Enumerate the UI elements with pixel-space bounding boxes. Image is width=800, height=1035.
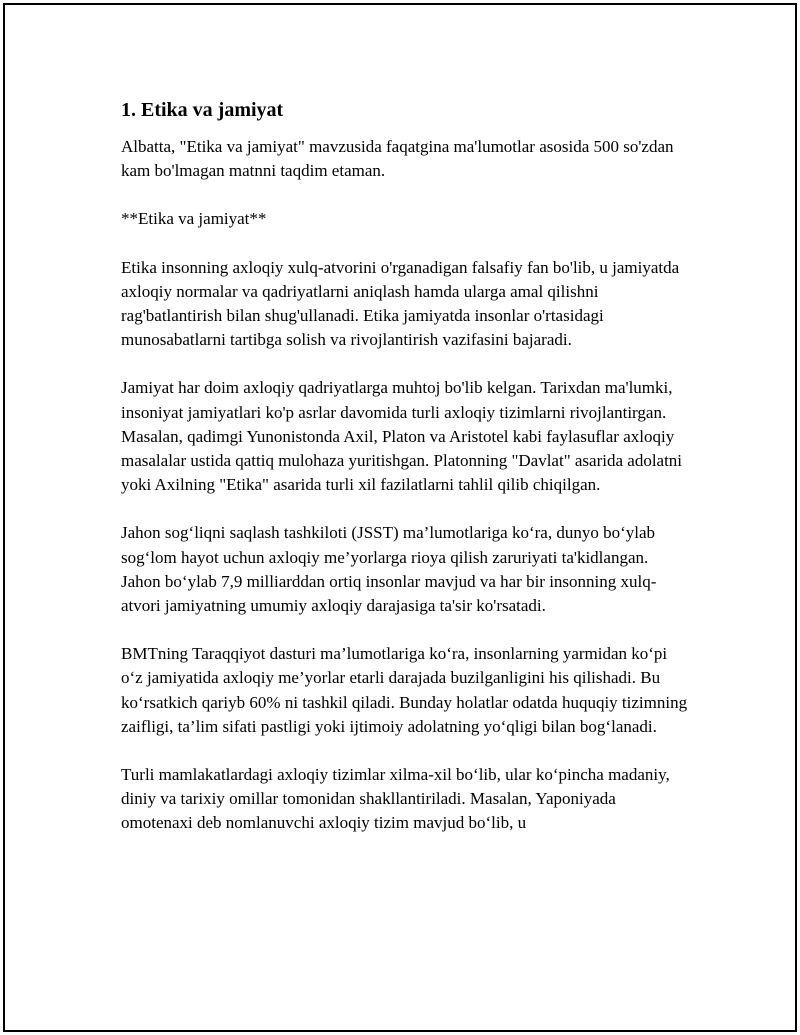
paragraph-history: Jamiyat har doim axloqiy qadriyatlarga muhtoj bo'lib kelgan. Tarixdan ma'lumki, insoniyat jamiyatlari ko'p asrlar davomida turli axloqiy tizimlarni rivojlantirgan. Masalan, qadimgi Yunonistonda Axil, Platon va Aristotel kabi faylasuflar axloqiy masalalar ustida qattiq mulohaza yuritishgan. Platonning "Davlat" asarida adolatni yoki Axilning "Etika" asarida turli xil fazilatlarni tahlil qilib chiqilgan.	[121, 378, 683, 495]
paragraph-who: Jahon sog‘liqni saqlash tashkiloti (JSST) ma’lumotlariga ko‘ra, dunyo bo‘ylab sog‘lom hayot uchun axloqiy me’yorlarga rioya qilish zaruriyati ta'kidlangan. Jahon bo‘ylab 7,9 milliarddan ortiq insonlar mavjud va har bir insonning xulq-atvori jamiyatning umumiy axloqiy darajasiga ta'sir ko'rsatadi.	[121, 523, 657, 616]
paragraph-intro: Albatta, "Etika va jamiyat" mavzusida faqatgina ma'lumotlar asosida 500 so'zdan kam bo'lmagan matnni taqdim etaman.	[121, 137, 674, 181]
paragraph-undp: BMTning Taraqqiyot dasturi ma’lumotlariga ko‘ra, insonlarning yarmidan ko‘pi o‘z jamiyatida axloqiy me’yorlar etarli darajada buzilganligini his qilishadi. Bu ko‘rsatkich qariyb 60% ni tashkil qiladi. Bunday holatlar odatda huquqiy tizimning zaifligi, ta’lim sifati pastligi yoki ijtimoiy adolatning yo‘qligi bilan bog‘lanadi.	[121, 644, 688, 736]
document-body	[121, 97, 691, 860]
paragraph-countries: Turli mamlakatlardagi axloqiy tizimlar xilma-xil bo‘lib, ular ko‘pincha madaniy, diniy va tarixiy omillar tomonidan shakllantiriladi. Masalan, Yaponiyada omotenaxi deb nomlanuvchi axloqiy tizim mavjud bo‘lib, u	[121, 765, 670, 833]
paragraph-definition: Etika insonning axloqiy xulq-atvorini o'rganadigan falsafiy fan bo'lib, u jamiyatda axloqiy normalar va qadriyatlarni aniqlash hamda ularga amal qilishni rag'batlantirish bilan shug'ullanadi. Etika jamiyatda insonlar o'rtasidagi munosabatlarni tartibga solish va rivojlantirish vazifasini bajaradi.	[121, 257, 680, 350]
paragraph-subheading: **Etika va jamiyat**	[121, 209, 267, 229]
document-title: 1. Etika va jamiyat	[121, 99, 284, 121]
page-frame	[3, 3, 797, 1032]
